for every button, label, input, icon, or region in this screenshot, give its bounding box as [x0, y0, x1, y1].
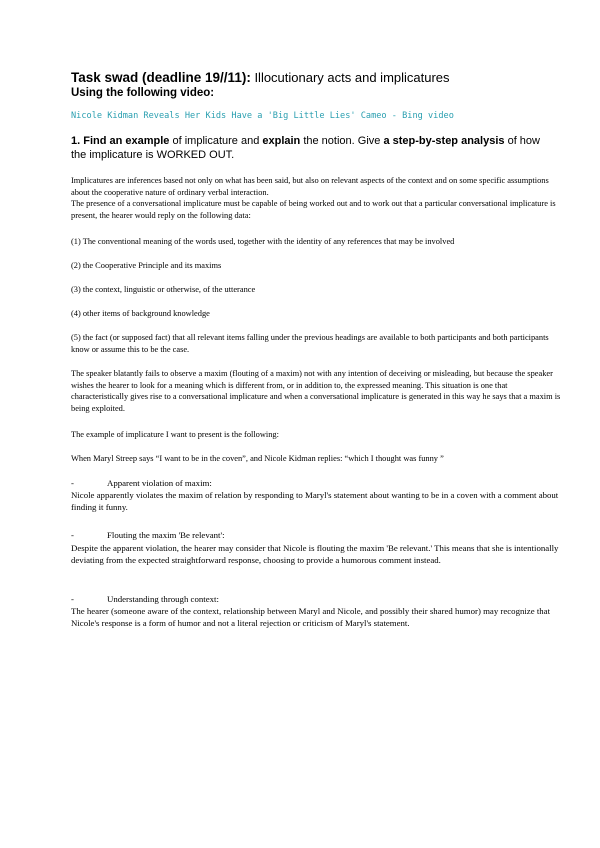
step-3-heading	[71, 593, 561, 605]
intro-paragraph-2: The presence of a conversational implicature must be capable of being worked out and to work out that a particular conversational implicature is present, the hearer would reply on the following data:	[71, 199, 556, 220]
question-find: Find an example	[83, 135, 170, 147]
step-2-heading	[71, 529, 561, 541]
intro-block	[71, 175, 561, 221]
step-3-text: The hearer (someone aware of the context, relationship between Maryl and Nicole, and possibly their shared humor) may recognize that Nicole's response is a form of humor and not a literal rejection or criticism of Maryl's statement.	[71, 606, 551, 628]
step-2-text: Despite the apparent violation, the hearer may consider that Nicole is flouting the maxim 'Be relevant.' This means that she is intentionally deviating from the expected straightforward response, choosing to provide a humorous comment instead.	[71, 543, 559, 565]
step-2-title: Flouting the maxim 'Be relevant':	[107, 530, 225, 540]
title-task: Task swad (deadline 19//11):	[71, 70, 251, 85]
step-2-dash: -	[71, 530, 74, 540]
title-topic: Illocutionary acts and implicatures	[250, 70, 450, 85]
step-1-text: Nicole apparently violates the maxim of relation by responding to Maryl's statement about wanting to be in a coven with a comment about finding it funny.	[71, 490, 559, 512]
step-3-dash: -	[71, 594, 74, 604]
step-1-heading	[71, 477, 561, 489]
step-1-title: Apparent violation of maxim:	[107, 478, 212, 488]
data-item-4: (4) other items of background knowledge	[71, 309, 210, 318]
data-item-3: (3) the context, linguistic or otherwise, of the utterance	[71, 285, 256, 294]
video-link[interactable]: Nicole Kidman Reveals Her Kids Have a 'Big Little Lies' Cameo - Bing video	[71, 111, 454, 121]
example-intro: The example of implicature I want to present is the following:	[71, 430, 279, 439]
intro-paragraph-1: Implicatures are inferences based not only on what has been said, but also on relevant aspects of the context and on some specific assumptions about the cooperative nature of ordinary verbal interaction.	[71, 176, 549, 197]
question-notion: the notion. Give	[300, 135, 384, 147]
question-explain: explain	[262, 135, 301, 147]
data-item-5: (5) the fact (or supposed fact) that all relevant items falling under the previous headings are available to both participants and both participants know or assume this to be the case.	[71, 333, 549, 354]
data-item-2: (2) the Cooperative Principle and its maxims	[71, 261, 222, 270]
subtitle: Using the following video:	[71, 87, 215, 99]
question-analysis: a step-by-step analysis	[383, 135, 505, 147]
question-1	[71, 135, 541, 162]
question-rest: of how the implicature is WORKED OUT.	[71, 135, 540, 161]
example-quote: When Maryl Streep says “I want to be in the coven”, and Nicole Kidman replies: “which I thought was funny ”	[71, 454, 444, 463]
question-of: of implicature and	[169, 135, 263, 147]
step-3-title: Understanding through context:	[107, 594, 219, 604]
question-number: 1.	[71, 135, 84, 147]
flouting-paragraph: The speaker blatantly fails to observe a maxim (flouting of a maxim) not with any intention of deceiving or misleading, but because the speaker wishes the hearer to look for a meaning which is different from, or in addition to, the expressed meaning. This situation is one that characteristically gives rise to a conversational implicature and when a conversational implicature is generated in this way he says that a maxim is being exploited.	[71, 369, 561, 413]
page-title	[71, 70, 541, 86]
data-item-1: (1) The conventional meaning of the words used, together with the identity of any references that may be involved	[71, 237, 455, 246]
step-1-dash: -	[71, 478, 74, 488]
